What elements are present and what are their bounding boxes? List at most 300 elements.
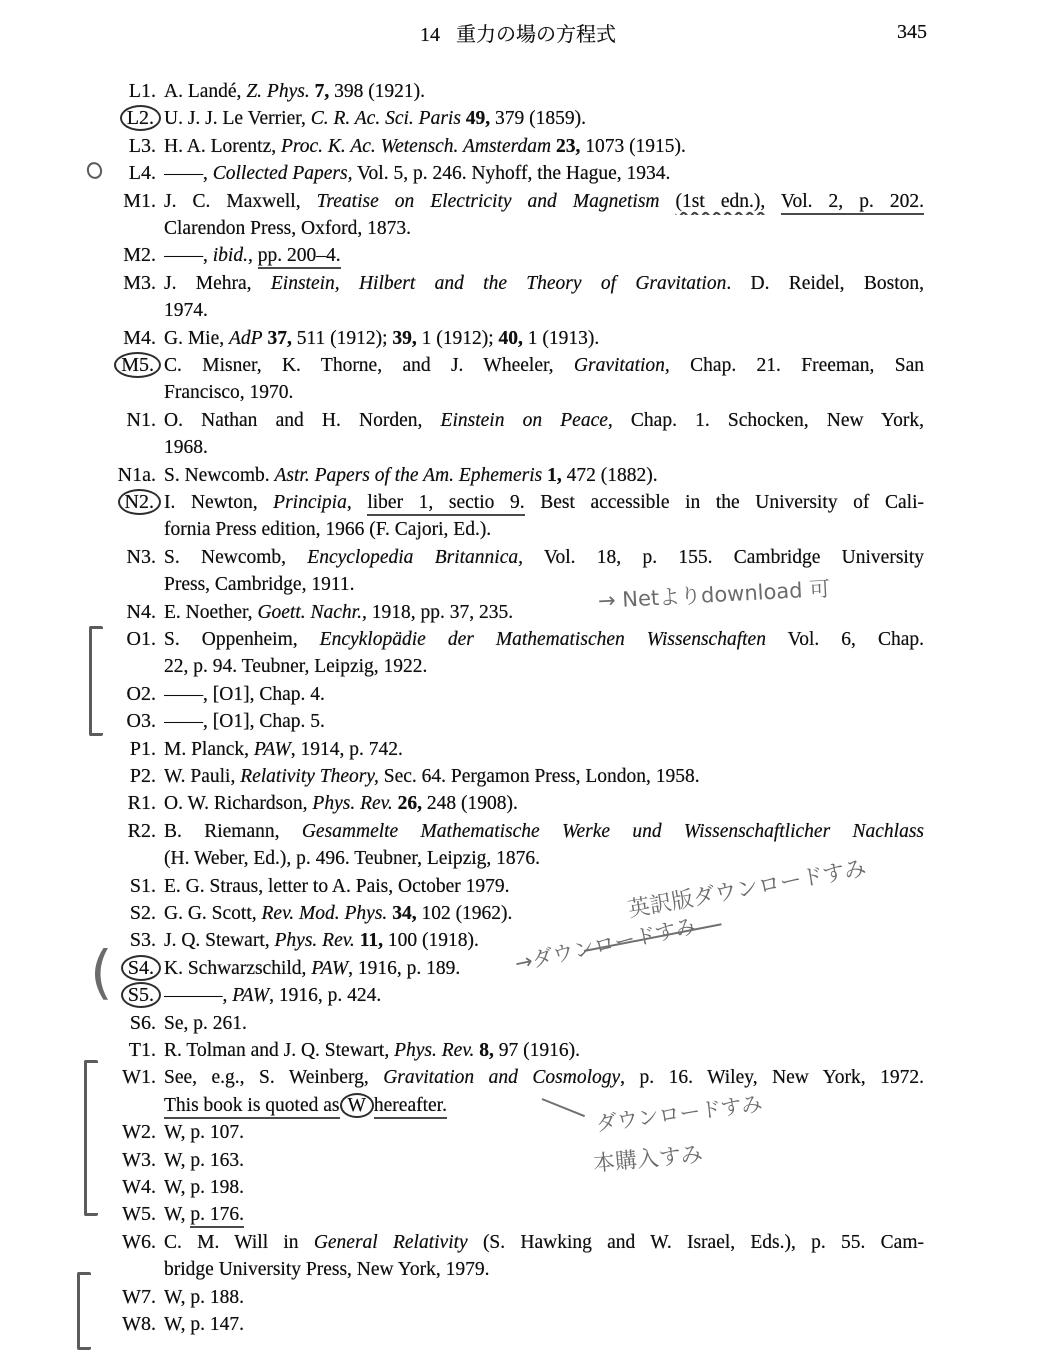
reference-row [60, 1147, 940, 1174]
reference-segment: W, [164, 1204, 191, 1226]
reference-label-text: O2. [126, 682, 156, 705]
reference-segment: A. Landé, [164, 81, 247, 102]
reference-label-text: N1. [126, 408, 156, 431]
reference-segment: hereafter. [374, 1095, 447, 1119]
reference-segment: U. J. J. Le Verrier, [164, 108, 311, 130]
reference-label-text: W4. [122, 1176, 156, 1198]
reference-row [60, 1037, 940, 1064]
reference-line [164, 1201, 924, 1228]
reference-label [60, 1010, 156, 1037]
reference-segment: See, e.g., S. Weinberg, [164, 1067, 384, 1089]
reference-row [60, 325, 940, 352]
reference-line [164, 133, 924, 160]
reference-text [164, 982, 924, 1009]
reference-segment: 34, [392, 903, 417, 924]
circled-w-mark: W [340, 1093, 374, 1118]
reference-segment: (H. Weber, Ed.), p. 496. Teubner, Leipzig, 1876. [164, 848, 541, 870]
reference-line [164, 188, 924, 215]
reference-line [164, 379, 924, 406]
reference-segment: Se, p. 261. [164, 1012, 247, 1034]
reference-label [60, 790, 156, 817]
reference-row [60, 1284, 940, 1311]
reference-segment: S. Oppenheim, [164, 629, 320, 650]
handwritten-note-note-s4-downloaded: →ダウンロードすみ [512, 913, 699, 976]
reference-segment: 1968. [164, 437, 208, 459]
reference-segment: Vol. 2, p. 202. [781, 191, 924, 215]
reference-segment: R. Tolman and J. Q. Stewart, [164, 1040, 395, 1061]
reference-label [60, 763, 156, 790]
reference-segment [352, 492, 368, 513]
reference-line [164, 1174, 924, 1201]
reference-label-text: N3. [126, 545, 156, 568]
reference-segment: 39, [392, 327, 417, 349]
reference-segment: 1918, pp. 37, 235. [366, 601, 514, 623]
reference-segment: Gesammelte Mathematische Werke und Wissenschaftlicher Nachlass [301, 820, 924, 842]
reference-segment: 1 (1913). [522, 327, 600, 349]
reference-segment: AdP [229, 327, 263, 349]
reference-label [60, 873, 156, 900]
reference-segment: General Relativity [313, 1231, 468, 1253]
reference-label-text: W1. [122, 1066, 156, 1089]
reference-label [60, 78, 156, 105]
reference-label-text: R2. [127, 819, 156, 842]
reference-segment: Z. Phys. [246, 81, 310, 102]
reference-segment: Chap. 21. Freeman, San [669, 355, 924, 376]
reference-segment: Gravitation, [573, 355, 670, 376]
reference-line [164, 544, 924, 571]
reference-text [164, 1037, 924, 1064]
reference-text [164, 325, 924, 352]
reference-text [164, 681, 924, 708]
reference-label [60, 626, 156, 653]
reference-segment: PAW [253, 738, 291, 760]
reference-segment: Phys. Rev. [312, 793, 393, 815]
reference-row [60, 188, 940, 243]
margin-paren-s4-s5: ( [90, 938, 113, 1006]
reference-segment: C. Misner, K. Thorne, and J. Wheeler, [164, 355, 574, 376]
reference-line [164, 1010, 924, 1037]
reference-line [164, 1311, 924, 1338]
reference-segment: Collected Papers, [212, 163, 353, 185]
reference-segment: Best accessible in the University of Cali- [524, 492, 924, 513]
reference-text [164, 763, 924, 790]
reference-segment: Einstein on Peace, [440, 409, 613, 431]
reference-row [60, 1229, 940, 1284]
reference-segment: bridge University Press, New York, 1979. [164, 1259, 490, 1281]
reference-line [164, 489, 924, 516]
reference-segment: ——, [164, 245, 213, 267]
reference-segment: B. Riemann, [164, 820, 302, 842]
reference-label-text: N4. [126, 600, 156, 623]
reference-row [60, 955, 940, 982]
reference-segment: 23, [555, 135, 581, 157]
reference-segment: ibid., [212, 245, 253, 267]
reference-label-text: R1. [127, 792, 156, 815]
reference-segment: W, p. 147. [164, 1314, 244, 1335]
reference-segment: This book is quoted as [164, 1095, 340, 1119]
reference-text [164, 1010, 924, 1037]
reference-line [164, 1092, 924, 1119]
reference-label-text: M1. [123, 189, 156, 212]
reference-segment: J. C. Maxwell, [164, 190, 317, 212]
circled-reference-label: L2. [120, 105, 161, 131]
reference-label [60, 188, 156, 215]
reference-line [164, 105, 924, 132]
margin-bracket-w1-w5 [84, 1060, 98, 1216]
reference-text [164, 736, 924, 763]
reference-row [60, 927, 940, 954]
reference-segment: Einstein, Hilbert and the Theory of Gravitation [270, 272, 727, 294]
reference-segment: 26, [397, 793, 422, 815]
reference-segment: W, p. 107. [164, 1122, 244, 1144]
reference-segment [660, 191, 676, 212]
chapter-number: 14 [420, 24, 440, 46]
reference-label-text: M2. [123, 244, 156, 267]
reference-segment: K. Schwarzschild, [164, 957, 312, 979]
reference-label [60, 1284, 156, 1311]
reference-row [60, 790, 940, 817]
reference-row [60, 105, 940, 132]
reference-label-text: W5. [122, 1203, 156, 1226]
reference-label [60, 1174, 156, 1201]
reference-row [60, 462, 940, 489]
reference-row [60, 1201, 940, 1228]
reference-segment: S. Newcomb, [164, 546, 308, 568]
circled-reference-label: S5. [121, 982, 161, 1008]
reference-line [164, 982, 924, 1009]
reference-segment: H. A. Lorentz, [164, 135, 281, 157]
reference-label [60, 489, 156, 516]
reference-line [164, 1037, 924, 1064]
reference-segment: 49, [465, 108, 491, 130]
page-number: 345 [897, 21, 927, 43]
reference-segment: , 1916, p. 189. [348, 957, 461, 979]
reference-label [60, 270, 156, 297]
reference-segment: Rev. Mod. Phys. [261, 903, 388, 924]
reference-segment: ——, [O1], Chap. 5. [164, 711, 325, 733]
reference-segment: Gravitation and Cosmology [383, 1067, 621, 1089]
circled-reference-label: S4. [121, 955, 161, 981]
reference-label [60, 736, 156, 763]
reference-label-text: L4. [128, 162, 156, 185]
reference-row [60, 352, 940, 407]
reference-line [164, 708, 924, 735]
reference-row [60, 407, 940, 462]
reference-row [60, 626, 940, 681]
reference-segment: ———, [164, 985, 233, 1007]
reference-label-text: O1. [126, 628, 156, 650]
reference-segment: PAW [311, 957, 349, 979]
reference-segment: E. G. Straus, letter to A. Pais, October 1979. [164, 875, 510, 897]
reference-segment: 37, [267, 327, 292, 349]
reference-label [60, 1229, 156, 1256]
reference-label-text: O3. [126, 710, 156, 733]
reference-label-text: W6. [122, 1230, 156, 1253]
reference-line [164, 1064, 924, 1091]
reference-line [164, 407, 924, 434]
reference-label [60, 708, 156, 735]
reference-segment: ——, [164, 163, 213, 185]
reference-line [164, 215, 924, 242]
chapter-title: 重力の場の方程式 [456, 24, 616, 46]
handwritten-note-note-w1-book-purchased: 本購入すみ [592, 1142, 704, 1177]
reference-line [164, 270, 924, 297]
reference-line [164, 1229, 924, 1256]
reference-segment: W, p. 198. [164, 1177, 244, 1198]
reference-text [164, 270, 924, 325]
reference-label [60, 1119, 156, 1146]
reference-segment: J. Mehra, [164, 272, 271, 294]
reference-segment: Phys. Rev. [394, 1040, 475, 1061]
reference-text [164, 105, 924, 132]
reference-segment: E. Noether, [164, 601, 258, 623]
reference-text [164, 1201, 924, 1228]
reference-line [164, 352, 924, 379]
handwritten-note-note-n4-download: → Netよりdownload 可 [597, 576, 831, 613]
reference-label-text: P1. [129, 737, 156, 760]
reference-line [164, 1256, 924, 1283]
reference-segment: 511 (1912); [291, 327, 393, 349]
reference-text [164, 133, 924, 160]
reference-segment: Sec. 64. Pergamon Press, London, 1958. [378, 766, 700, 787]
handwritten-note-note-w1-downloaded: ダウンロードすみ [594, 1091, 764, 1136]
reference-text [164, 1119, 924, 1146]
handwritten-note-note-s3-english-downloaded: 英訳版ダウンロードすみ [626, 856, 869, 923]
reference-label-text: N1a. [117, 463, 156, 486]
reference-segment: 1, [547, 464, 562, 486]
reference-label-text: S6. [129, 1011, 156, 1034]
reference-label-text: W7. [122, 1285, 156, 1308]
reference-segment: C. R. Ac. Sci. Paris [310, 108, 461, 130]
reference-line [164, 1119, 924, 1146]
reference-line [164, 681, 924, 708]
reference-segment: Press, Cambridge, 1911. [164, 574, 355, 596]
reference-segment: Astr. Papers of the Am. Ephemeris [274, 464, 543, 486]
reference-text [164, 900, 924, 927]
reference-line [164, 818, 924, 845]
reference-line [164, 626, 924, 653]
reference-line [164, 790, 924, 817]
reference-segment: Treatise on Electricity and Magnetism [316, 190, 660, 212]
reference-label [60, 1311, 156, 1338]
reference-label [60, 352, 156, 379]
reference-label-text: S2. [129, 902, 156, 924]
reference-label [60, 105, 156, 132]
reference-segment [253, 245, 258, 266]
reference-line [164, 516, 924, 543]
reference-segment: ——, [O1], Chap. 4. [164, 683, 325, 705]
reference-label [60, 242, 156, 269]
reference-segment: , p. 16. Wiley, New York, 1972. [620, 1067, 924, 1089]
margin-bracket-w7-w8 [77, 1272, 91, 1350]
reference-row [60, 78, 940, 105]
reference-segment: 22, p. 94. Teubner, Leipzig, 1922. [164, 656, 428, 678]
reference-label-text: W3. [122, 1148, 156, 1171]
reference-segment: PAW [232, 985, 270, 1007]
reference-segment [765, 191, 781, 212]
reference-segment: Vol. 5, p. 246. Nyhoff, the Hague, 1934. [352, 163, 671, 185]
reference-label [60, 160, 156, 187]
reference-segment: O. W. Richardson, [164, 793, 313, 815]
reference-label-text: M4. [123, 326, 156, 349]
reference-label [60, 1147, 156, 1174]
reference-segment: Goett. Nachr., [257, 601, 367, 623]
reference-row [60, 1174, 940, 1201]
reference-line [164, 653, 924, 680]
reference-segment: 248 (1908). [421, 793, 518, 815]
reference-segment: 102 (1962). [416, 903, 513, 924]
reference-row [60, 681, 940, 708]
reference-segment: Encyklopädie der Mathematischen Wissenschaften [319, 629, 766, 650]
reference-segment: pp. 200–4. [258, 245, 341, 269]
circled-reference-label: N2. [118, 489, 161, 515]
reference-row [60, 133, 940, 160]
reference-text [164, 242, 924, 269]
reference-text [164, 407, 924, 462]
reference-text [164, 1147, 924, 1174]
reference-segment: p. 176. [190, 1204, 244, 1228]
reference-row [60, 242, 940, 269]
reference-row [60, 708, 940, 735]
reference-text [164, 708, 924, 735]
margin-bracket-o1-o3 [89, 626, 103, 736]
reference-label-text: L3. [128, 134, 156, 157]
reference-label [60, 599, 156, 626]
reference-line [164, 763, 924, 790]
reference-text [164, 1311, 924, 1338]
reference-text [164, 352, 924, 407]
chapter-heading [420, 18, 616, 47]
reference-segment: 472 (1882). [561, 464, 658, 486]
reference-label [60, 1037, 156, 1064]
reference-label [60, 1201, 156, 1228]
reference-label [60, 462, 156, 489]
reference-segment: Vol. 6, Chap. [765, 629, 924, 650]
reference-label-text: W2. [122, 1121, 156, 1144]
reference-segment: . D. Reidel, Boston, [726, 272, 924, 294]
reference-label [60, 325, 156, 352]
reference-line [164, 462, 924, 489]
reference-segment: Phys. Rev. [274, 930, 355, 952]
reference-row [60, 982, 940, 1009]
reference-segment: 40, [498, 327, 523, 349]
reference-line [164, 78, 924, 105]
reference-segment: 7, [314, 81, 330, 102]
reference-line [164, 736, 924, 763]
reference-segment: (1st edn.), [675, 190, 766, 212]
reference-segment: liber 1, sectio 9. [367, 492, 524, 516]
reference-label-text: S1. [129, 874, 156, 897]
reference-segment: M. Planck, [164, 738, 254, 760]
reference-segment: Chap. 1. Schocken, New York, [612, 409, 924, 431]
reference-segment: G. G. Scott, [164, 903, 262, 924]
reference-segment: 97 (1916). [493, 1040, 581, 1061]
reference-segment: 398 (1921). [329, 81, 426, 102]
reference-line [164, 297, 924, 324]
reference-row [60, 160, 940, 187]
reference-row [60, 489, 940, 544]
reference-text [164, 462, 924, 489]
reference-text [164, 1064, 924, 1119]
reference-line [164, 900, 924, 927]
reference-text [164, 160, 924, 187]
reference-label [60, 900, 156, 927]
reference-text [164, 1284, 924, 1311]
reference-segment: W, p. 188. [164, 1286, 244, 1308]
reference-label-text: M3. [123, 271, 156, 294]
reference-label-text: W8. [122, 1313, 156, 1335]
reference-line [164, 325, 924, 352]
reference-segment: Francisco, 1970. [164, 382, 294, 404]
reference-text [164, 1229, 924, 1284]
reference-text [164, 1174, 924, 1201]
reference-segment: 379 (1859). [490, 108, 587, 130]
reference-row [60, 900, 940, 927]
reference-segment: , 1914, p. 742. [290, 738, 403, 760]
reference-row [60, 1010, 940, 1037]
reference-text [164, 626, 924, 681]
reference-label [60, 133, 156, 160]
reference-text [164, 790, 924, 817]
reference-label [60, 818, 156, 845]
reference-label [60, 681, 156, 708]
reference-row [60, 763, 940, 790]
reference-label-text: P2. [129, 765, 156, 787]
reference-text [164, 188, 924, 243]
reference-segment: O. Nathan and H. Norden, [164, 409, 441, 431]
reference-row [60, 270, 940, 325]
reference-segment: W, p. 163. [164, 1149, 244, 1171]
reference-label-text: L1. [128, 80, 156, 102]
reference-line [164, 160, 924, 187]
reference-segment: I. Newton, [164, 492, 274, 513]
reference-segment: fornia Press edition, 1966 (F. Cajori, Ed.). [164, 519, 492, 541]
reference-segment: (S. Hawking and W. Israel, Eds.), p. 55. Cam- [467, 1231, 924, 1253]
reference-segment: S. Newcomb. [164, 464, 275, 486]
reference-row [60, 1064, 940, 1119]
reference-line [164, 1147, 924, 1174]
circled-reference-label: M5. [114, 352, 161, 378]
reference-segment: Proc. K. Ac. Wetensch. Amsterdam [280, 135, 552, 157]
reference-segment: Vol. 18, p. 155. Cambridge University [522, 546, 924, 568]
reference-segment: 11, [359, 930, 383, 952]
reference-segment: Principia, [273, 492, 352, 513]
reference-label [60, 544, 156, 571]
reference-line [164, 434, 924, 461]
reference-label [60, 407, 156, 434]
reference-row [60, 1311, 940, 1338]
reference-segment: Clarendon Press, Oxford, 1873. [164, 217, 411, 239]
reference-segment: W. Pauli, [164, 766, 241, 787]
reference-segment: 1 (1912); [416, 327, 499, 349]
reference-line [164, 242, 924, 269]
reference-segment: 1073 (1915). [580, 135, 686, 157]
reference-segment: C. M. Will in [164, 1231, 314, 1253]
reference-row [60, 1119, 940, 1146]
reference-label-text: T1. [128, 1039, 156, 1061]
reference-row [60, 736, 940, 763]
reference-label [60, 1064, 156, 1091]
reference-segment: Relativity Theory, [240, 766, 379, 787]
reference-segment: J. Q. Stewart, [164, 930, 275, 952]
reference-segment: Encyclopedia Britannica, [307, 546, 523, 568]
reference-segment: 100 (1918). [383, 930, 479, 952]
reference-text [164, 78, 924, 105]
reference-segment: 1974. [164, 300, 208, 322]
reference-text [164, 489, 924, 544]
reference-line [164, 1284, 924, 1311]
reference-label-text: S3. [129, 929, 156, 952]
